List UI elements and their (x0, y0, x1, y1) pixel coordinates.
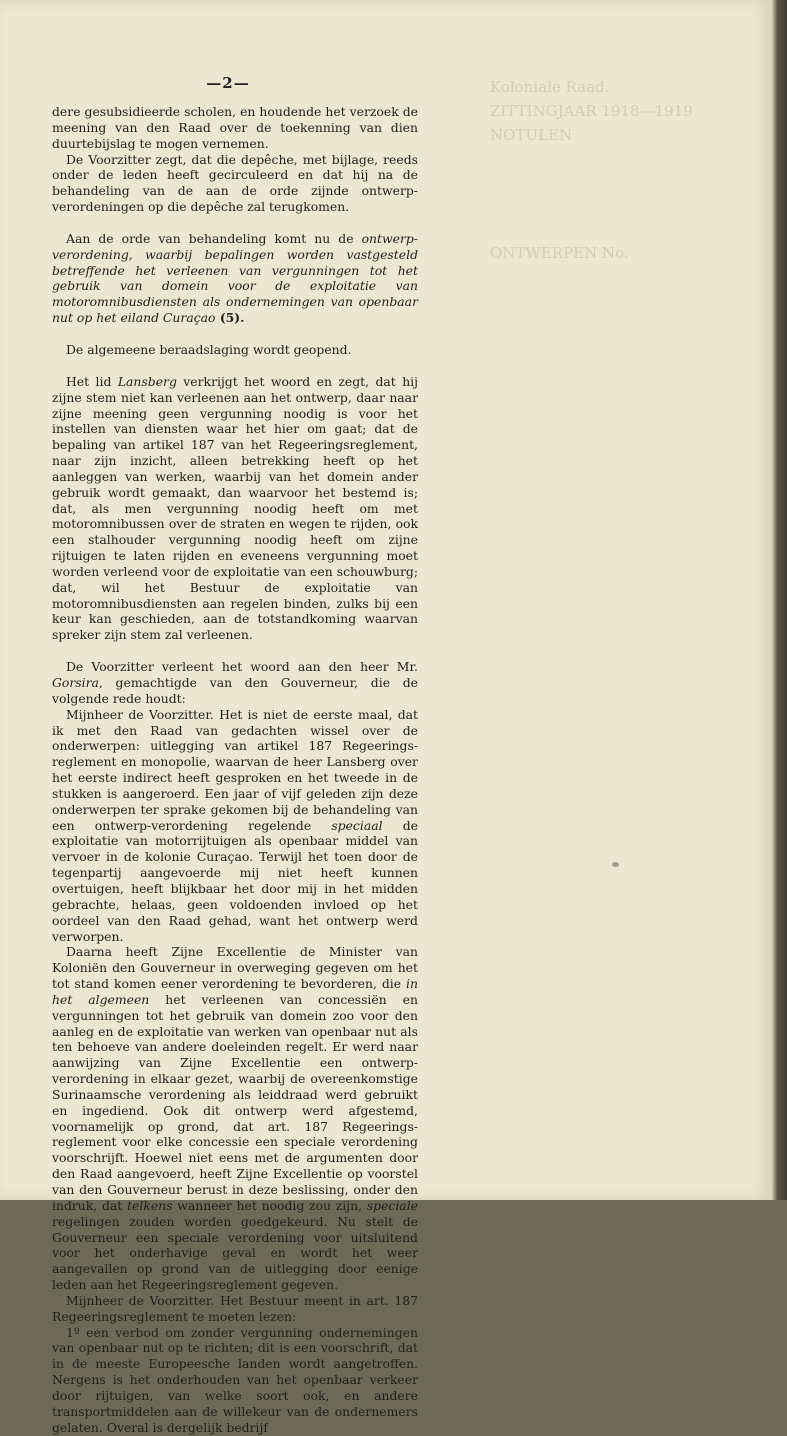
bleed-line: NOTULEN (490, 126, 573, 144)
agenda-item-title: ontwerp-verordening, waarbij bepalingen worden vastgesteld betreffende het verleenen van vergunningen tot het gebruik van domein voor de exploitatie van motoromnibusdiensten als ondernemingen van openbaar nut op het eiland Curaçao (52, 230, 418, 326)
paragraph-tail: regelingen zouden worden goedgekeurd. Nu stelt de Gouverneur een speciale verordening voor uitsluitend voor het onderhavige geval en wordt het weer aangevallen op grond van de uitlegging door eenige leden aan het Regeeringsreglement gegeven. (52, 1213, 418, 1293)
paragraph (52, 231, 418, 326)
paragraph: De Voorzitter zegt, dat die depêche, met bijlage, reeds onder de leden heeft gecirculeerd en dat hij na de behandeling van de aan de orde zijnde ontwerp-verordeningen op die depêche zal terugkomen. (52, 151, 418, 215)
paragraph (52, 707, 418, 945)
paragraph-tail: wanneer het noodig zou zijn, (172, 1197, 367, 1213)
agenda-item-number: (5). (215, 310, 245, 326)
paragraph: De algemeene beraadslaging wordt geopend. (66, 341, 352, 357)
paper-speck (612, 862, 619, 867)
paragraph-tail: de exploitatie van motorrijtuigen als openbaar middel van vervoer in de kolonie Curaçao. Terwijl het toen door de tegenpartij aangevoerde mij niet heeft kunnen overtuigen, heeft blijkbaar het door mij in het midden gebrachte, helaas, geen voldoenden invloed op het oordeel van den Raad gehad, want het ontwerp werd verworpen. (52, 817, 418, 944)
paragraph-lead: Daarna heeft Zijne Excellentie de Minister van Koloniën den Gouverneur in overweging gegeven om het tot stand komen eener verordening te bevorderen, die (52, 944, 418, 992)
paragraph-lead: De Voorzitter verleent het woord aan den heer Mr. (66, 659, 418, 675)
paragraph-tail: het verleenen van concessiën en vergunningen tot het gebruik van domein zoo voor den aanleg en de exploitatie van werken van openbaar nut als ten behoeve van andere doeleinden regelt. Er werd naar aanwijzing van Zijne Excellentie een ontwerp-verordening in elkaar gezet, waarbij de overeenkomstige Surinaamsche verordening als leiddraad werd gebruikt en ingediend. Ook dit ontwerp werd afgestemd, voornamelijk op grond, dat art. 187 Regeerings-reglement voor elke concessie een speciale verordening voorschrijft. Hoewel niet eens met de argumenten door den Raad aangevoerd, heeft Zijne Excellentie op voorstel van den Gouverneur berust in deze beslissing, onder den indruk, dat (52, 991, 418, 1213)
paragraph-lead: Het lid (66, 373, 118, 389)
paragraph (52, 944, 418, 1293)
body-text (52, 104, 418, 1436)
bleed-line: Koloniale Raad. (490, 78, 610, 96)
page-number: —2— (206, 74, 250, 92)
speaker-name: Gorsira (52, 675, 99, 690)
paragraph (52, 374, 418, 643)
paragraph-lead: Aan de orde van behandeling komt nu de (66, 230, 362, 246)
paragraph: 1º een verbod om zonder vergunning ondernemingen van openbaar nut op te richten; dit is een voorschrift, dat in de meeste Europeesche landen wordt aangetroffen. Nergens is het onderhouden van het openbaar verkeer door rijtuigen, van welke soort ook, en andere transportmiddelen aan de willekeur van de ondernemers gelaten. Overal is dergelijk bedrijf (52, 1324, 418, 1435)
paragraph-tail: verkrijgt het woord en zegt, dat hij zijne stem niet kan verleenen aan het ontwerp, daar naar zijne meening geen vergunning noodig is voor het instellen van diensten waar het hier om gaat; dat de bepaling van artikel 187 van het Regeeringsreglement, naar zijn inzicht, alleen betrekking heeft op het aanleggen van werken, waarbij van het domein ander gebruik wordt gemaakt, dan waarvoor het bestemd is; dat, als men vergunning noodig heeft om met motoromnibussen over de straten en wegen te rijden, ook een stalhouder vergunning noodig heeft om zijne rijtuigen te laten rijden en eveneens vergunning moet worden verleend voor de exploitatie van een schouwburg; dat, wil het Bestuur de exploitatie van motoromnibusdiensten aan regelen binden, zulks bij een keur kan geschieden, aan de totstandkoming waarvan spreker zijn stem zal verleenen. (52, 373, 418, 643)
paragraph-lead: Mijnheer de Voorzitter. Het is niet de eerste maal, dat ik met den Raad van gedachten wissel over de onderwerpen: uitlegging van artikel 187 Regeerings-reglement en monopolie, waarvan de heer Lansberg over het eerste indirect heeft gesproken en het tweede in de stukken is aangeroerd. Een jaar of vijf geleden zijn deze onderwerpen ter sprake gekomen bij de behandeling van een ontwerp-verordening regelende (52, 706, 418, 833)
emphasis: telkens (127, 1197, 173, 1213)
paragraph: dere gesubsidieerde scholen, en houdende het verzoek de meening van den Raad over de toekenning van dien duurtebijslag te mogen vernemen. (52, 104, 418, 151)
paragraph: Mijnheer de Voorzitter. Het Bestuur meent in art. 187 Regeeringsreglement te moeten lezen: (52, 1292, 418, 1324)
paragraph (52, 659, 418, 707)
bleed-line: ONTWERPEN No. (490, 244, 629, 262)
paragraph-tail: , gemachtigde van den Gouverneur, die de volgende rede houdt: (52, 675, 418, 706)
bleed-through-text (490, 78, 750, 378)
page-edge (772, 0, 787, 1200)
bleed-line: ZITTINGJAAR 1918—1919 (490, 102, 693, 120)
emphasis: in het algemeen (52, 976, 418, 1007)
speaker-name: Lansberg (117, 373, 177, 389)
emphasis: speciale (366, 1197, 418, 1213)
emphasis: speciaal (331, 817, 383, 833)
